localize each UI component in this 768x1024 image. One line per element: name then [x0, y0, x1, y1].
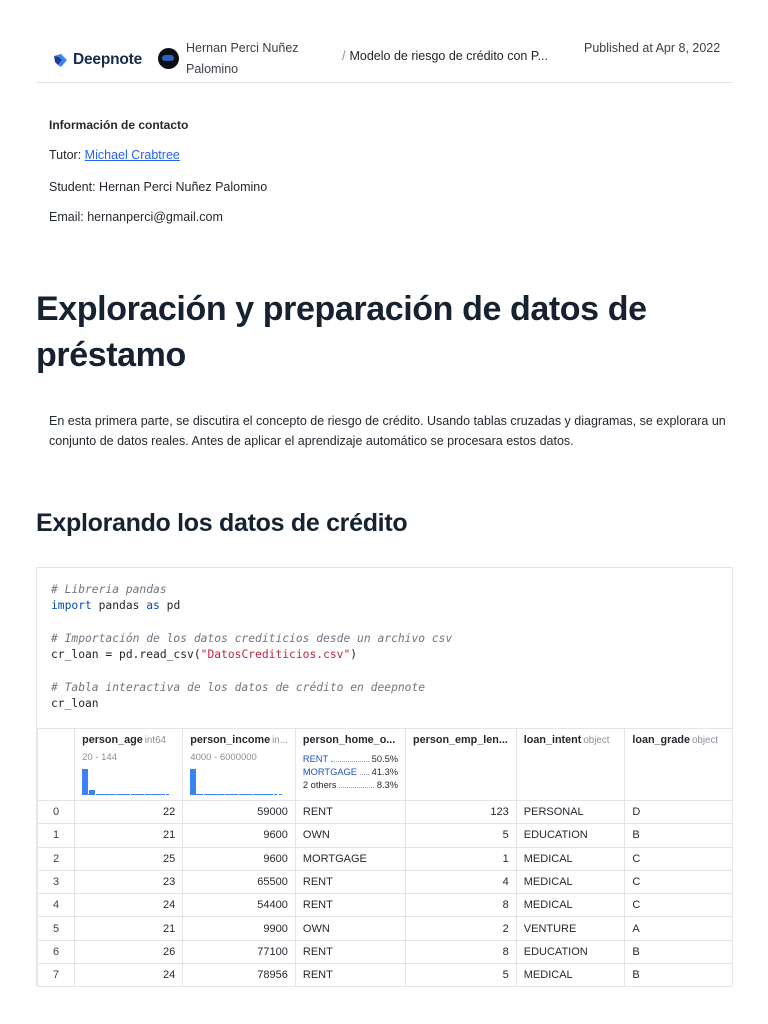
- table-cell: EDUCATION: [516, 824, 625, 847]
- table-cell: MORTGAGE: [295, 847, 405, 870]
- code-keyword: import: [51, 599, 92, 613]
- table-cell: 2: [406, 917, 517, 940]
- histogram-bar: [96, 794, 102, 795]
- code-text: ): [350, 648, 358, 662]
- table-row[interactable]: [38, 964, 734, 987]
- row-index: 1: [38, 824, 75, 847]
- code-comment: # Tabla interactiva de los datos de crédito en deepnote: [51, 680, 426, 694]
- table-cell: 78956: [183, 964, 296, 987]
- table-cell: 24: [75, 964, 183, 987]
- code-text: cr_loan = pd.read_csv(: [51, 648, 201, 662]
- row-index: 7: [38, 964, 75, 987]
- table-cell: 9900: [183, 917, 296, 940]
- table-cell: B: [625, 964, 733, 987]
- column-type: object: [691, 735, 719, 746]
- column-header-person-emp-length[interactable]: [406, 729, 517, 801]
- histogram-bar: [239, 794, 245, 795]
- page-header: [36, 30, 733, 83]
- row-index: 0: [38, 801, 75, 824]
- income-histogram: [190, 767, 288, 795]
- author-name[interactable]: Hernan Perci Nuñez Palomino: [186, 41, 299, 76]
- column-header-person-income[interactable]: [183, 729, 296, 801]
- table-cell: OWN: [295, 917, 405, 940]
- table-cell: RENT: [295, 894, 405, 917]
- author-avatar[interactable]: [158, 48, 179, 69]
- column-type: in...: [272, 735, 288, 746]
- histogram-bar: [138, 794, 144, 795]
- histogram-bar: [267, 794, 273, 795]
- deepnote-logo[interactable]: [53, 51, 142, 69]
- histogram-bar: [89, 790, 95, 795]
- age-histogram: [82, 767, 175, 795]
- table-row[interactable]: [38, 801, 734, 824]
- row-index: 3: [38, 870, 75, 893]
- table-cell: 24: [75, 894, 183, 917]
- table-cell: B: [625, 824, 733, 847]
- table-cell: C: [625, 847, 733, 870]
- table-cell: 59000: [183, 801, 296, 824]
- table-cell: 22: [75, 801, 183, 824]
- code-block[interactable]: [51, 582, 452, 712]
- published-date: Published at Apr 8, 2022: [584, 41, 721, 55]
- table-cell: PERSONAL: [516, 801, 625, 824]
- contact-title: Información de contacto: [49, 118, 189, 132]
- table-cell: C: [625, 894, 733, 917]
- column-type: object: [583, 735, 610, 746]
- category-label: RENT: [302, 754, 329, 764]
- category-row: [303, 766, 398, 779]
- category-percent: 41.3%: [371, 767, 399, 777]
- code-keyword: as: [146, 599, 160, 613]
- column-range: 20 - 144: [82, 752, 117, 763]
- intro-paragraph: En esta primera parte, se discutira el concepto de riesgo de crédito. Usando tablas cruzadas y diagramas, se explorara un conjunto de datos reales. Antes de aplicar el aprendizaje automático se procesara estos datos.: [49, 414, 726, 448]
- histogram-bar: [225, 794, 231, 795]
- column-header-person-home-ownership[interactable]: [295, 729, 405, 801]
- row-index: 2: [38, 847, 75, 870]
- index-header: [38, 729, 75, 801]
- leader-dots: [339, 779, 373, 788]
- notebook-title[interactable]: Modelo de riesgo de crédito con P...: [349, 49, 548, 63]
- data-table-wrapper: [37, 728, 733, 987]
- histogram-bar: [232, 794, 238, 795]
- table-cell: 9600: [183, 847, 296, 870]
- table-cell: RENT: [295, 940, 405, 963]
- code-text: pd: [159, 599, 181, 613]
- tutor-link[interactable]: Michael Crabtree: [84, 148, 180, 162]
- student-line: Student: Hernan Perci Nuñez Palomino: [49, 180, 268, 194]
- breadcrumb-separator: /: [342, 49, 346, 63]
- row-index: 5: [38, 917, 75, 940]
- column-name: person_emp_len...: [413, 734, 508, 746]
- table-cell: 54400: [183, 894, 296, 917]
- code-comment: # Importación de los datos crediticios desde un archivo csv: [51, 631, 453, 645]
- histogram-bar: [145, 794, 151, 795]
- table-cell: MEDICAL: [516, 870, 625, 893]
- table-cell: 1: [406, 847, 517, 870]
- table-cell: 25: [75, 847, 183, 870]
- table-cell: RENT: [295, 964, 405, 987]
- histogram-bar: [159, 794, 165, 795]
- table-cell: B: [625, 940, 733, 963]
- table-cell: 77100: [183, 940, 296, 963]
- table-cell: 4: [406, 870, 517, 893]
- table-cell: 8: [406, 940, 517, 963]
- table-cell: 8: [406, 894, 517, 917]
- table-cell: OWN: [295, 824, 405, 847]
- row-index: 4: [38, 894, 75, 917]
- table-cell: MEDICAL: [516, 847, 625, 870]
- column-header-loan-grade[interactable]: [625, 729, 733, 801]
- table-cell: MEDICAL: [516, 894, 625, 917]
- table-row[interactable]: [38, 824, 734, 847]
- code-cell[interactable]: [36, 567, 733, 987]
- table-cell: A: [625, 917, 733, 940]
- table-cell: D: [625, 801, 733, 824]
- table-cell: RENT: [295, 870, 405, 893]
- table-cell: MEDICAL: [516, 964, 625, 987]
- category-label: 2 others: [302, 780, 337, 790]
- histogram-bar: [197, 794, 203, 795]
- column-header-loan-intent[interactable]: [516, 729, 625, 801]
- histogram-bar: [190, 769, 196, 795]
- histogram-bar: [204, 794, 210, 795]
- data-table: [37, 728, 733, 987]
- table-cell: 5: [406, 824, 517, 847]
- category-label: MORTGAGE: [302, 767, 357, 777]
- table-row[interactable]: [38, 917, 734, 940]
- tutor-line: [49, 148, 180, 162]
- category-percent: 8.3%: [376, 780, 399, 790]
- histogram-bar: [211, 794, 217, 795]
- email-line: Email: hernanperci@gmail.com: [49, 210, 223, 224]
- table-row[interactable]: [38, 847, 734, 870]
- column-name: person_home_o...: [302, 734, 396, 746]
- histogram-bar: [253, 794, 259, 795]
- code-comment: # Libreria pandas: [51, 583, 167, 596]
- column-header-person-age[interactable]: [75, 729, 183, 801]
- table-row[interactable]: [38, 870, 734, 893]
- column-name: loan_grade: [632, 734, 690, 746]
- tutor-label: Tutor:: [49, 148, 82, 162]
- table-header-row: [38, 729, 734, 801]
- column-range: 4000 - 6000000: [190, 752, 257, 763]
- code-string: "DatosCrediticios.csv": [200, 648, 351, 662]
- histogram-bar: [124, 794, 130, 795]
- histogram-bar: [246, 794, 252, 795]
- table-cell: 26: [75, 940, 183, 963]
- code-text: pandas: [91, 599, 147, 613]
- table-cell: EDUCATION: [516, 940, 625, 963]
- histogram-bar: [152, 794, 158, 795]
- table-cell: 21: [75, 917, 183, 940]
- column-name: person_age: [82, 734, 143, 746]
- deepnote-logo-icon: [53, 53, 68, 68]
- leader-dots: [360, 766, 369, 775]
- table-cell: 123: [406, 801, 517, 824]
- table-cell: C: [625, 870, 733, 893]
- column-name: person_income: [190, 734, 271, 746]
- histogram-bar: [110, 794, 116, 795]
- page-title: Exploración y preparación de datos de préstamo: [36, 290, 647, 374]
- histogram-bar: [82, 769, 88, 795]
- histogram-bar: [117, 794, 123, 795]
- leader-dots: [331, 753, 368, 762]
- breadcrumb: [342, 49, 548, 63]
- table-cell: 65500: [183, 870, 296, 893]
- table-body: [38, 801, 734, 987]
- column-name: loan_intent: [523, 734, 582, 746]
- histogram-bar: [103, 794, 109, 795]
- brand-name: Deepnote: [73, 51, 143, 68]
- histogram-bar: [260, 794, 266, 795]
- code-text: cr_loan: [51, 697, 99, 711]
- category-row: [303, 779, 398, 792]
- table-row[interactable]: [38, 940, 734, 963]
- row-index: 6: [38, 940, 75, 963]
- table-cell: 5: [406, 964, 517, 987]
- histogram-bar: [218, 794, 224, 795]
- table-cell: 21: [75, 824, 183, 847]
- section-heading: Explorando los datos de crédito: [36, 509, 408, 537]
- table-cell: RENT: [295, 801, 405, 824]
- column-type: int64: [144, 735, 166, 746]
- category-row: [303, 753, 398, 766]
- histogram-bar: [131, 794, 137, 795]
- category-percent: 50.5%: [371, 754, 399, 764]
- table-cell: 23: [75, 870, 183, 893]
- table-cell: VENTURE: [516, 917, 625, 940]
- table-cell: 9600: [183, 824, 296, 847]
- table-row[interactable]: [38, 894, 734, 917]
